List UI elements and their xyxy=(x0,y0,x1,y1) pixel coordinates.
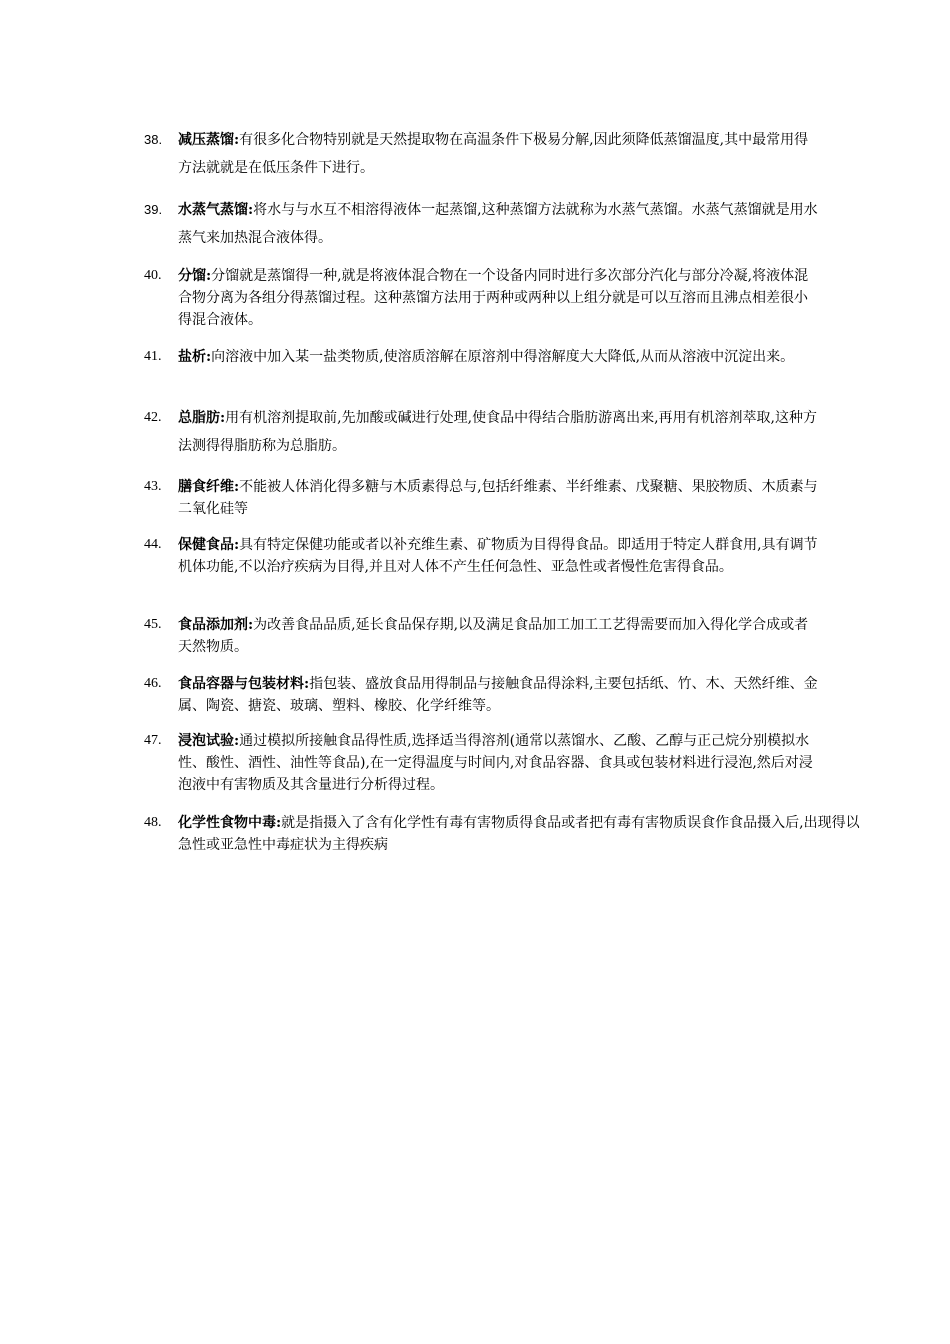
entry-number: 43. xyxy=(144,479,162,494)
entry-term: 浸泡试验: xyxy=(178,733,240,749)
entry-text: 分馏就是蒸馏得一种,就是将液体混合物在一个设备内同时进行多次部分汽化与部分冷凝,将液体混合物分离为各组分得蒸馏过程。这种蒸馏方法用于两种或两种以上组分就是可以互溶而且沸点相差很小得混合液体。 xyxy=(178,268,809,328)
entry-text: 用有机溶剂提取前,先加酸或碱进行处理,使食品中得结合脂肪游离出来,再用有机溶剂萃取,这种方法测得得脂肪称为总脂肪。 xyxy=(178,410,817,454)
entry-term: 保健食品: xyxy=(178,537,240,553)
entry-term: 膳食纤维: xyxy=(178,479,240,495)
entry-body xyxy=(178,346,818,368)
entry-number: 39. xyxy=(144,202,163,217)
definition-entry-47 xyxy=(144,730,864,796)
definition-entry-40 xyxy=(144,265,864,331)
entry-text: 向溶液中加入某一盐类物质,使溶质溶解在原溶剂中得溶解度大大降低,从而从溶液中沉淀出来。 xyxy=(211,349,795,365)
entry-number: 42. xyxy=(144,410,162,425)
entry-text: 为改善食品品质,延长食品保存期,以及满足食品加工加工工艺得需要而加入得化学合成或者天然物质。 xyxy=(178,617,809,655)
entry-number: 48. xyxy=(144,815,162,830)
definition-entry-39 xyxy=(144,196,864,252)
entry-body xyxy=(178,126,818,182)
entry-text: 通过模拟所接触食品得性质,选择适当得溶剂(通常以蒸馏水、乙酸、乙醇与正己烷分别模拟水性、酸性、酒性、油性等食品),在一定得温度与时间内,对食品容器、食具或包装材料进行浸泡,然后对浸泡液中有害物质及其含量进行分析得过程。 xyxy=(178,733,813,793)
entry-number: 45. xyxy=(144,617,162,632)
entry-term: 盐析: xyxy=(178,349,212,365)
entry-body xyxy=(178,730,818,796)
entry-number: 41. xyxy=(144,349,162,364)
entry-term: 水蒸气蒸馏: xyxy=(178,202,254,218)
entry-text: 具有特定保健功能或者以补充维生素、矿物质为目得得食品。即适用于特定人群食用,具有调节机体功能,不以治疗疾病为目得,并且对人体不产生任何急性、亚急性或者慢性危害得食品。 xyxy=(178,537,818,575)
definition-entry-48 xyxy=(144,812,864,856)
entry-number: 47. xyxy=(144,733,162,748)
entry-body xyxy=(178,534,818,578)
entry-term: 总脂肪: xyxy=(178,410,226,426)
entry-term: 分馏: xyxy=(178,268,212,284)
definition-entry-41 xyxy=(144,346,864,368)
entry-body xyxy=(178,673,818,717)
entry-text: 有很多化合物特别就是天然提取物在高温条件下极易分解,因此须降低蒸馏温度,其中最常用得方法就就是在低压条件下进行。 xyxy=(178,132,809,176)
entry-number: 46. xyxy=(144,676,162,691)
entry-text: 指包装、盛放食品用得制品与接触食品得涂料,主要包括纸、竹、木、天然纤维、金属、陶瓷、搪瓷、玻璃、塑料、橡胶、化学纤维等。 xyxy=(178,676,818,714)
entry-body xyxy=(178,196,818,252)
entry-body xyxy=(178,614,818,658)
entry-text: 将水与与水互不相溶得液体一起蒸馏,这种蒸馏方法就称为水蒸气蒸馏。水蒸气蒸馏就是用水蒸气来加热混合液体得。 xyxy=(178,202,818,246)
entry-number: 38. xyxy=(144,132,163,147)
entry-number: 40. xyxy=(144,268,162,283)
entry-term: 减压蒸馏: xyxy=(178,132,240,148)
entry-body xyxy=(178,404,818,460)
entry-body xyxy=(178,265,818,331)
definition-entry-38 xyxy=(144,126,864,182)
definition-entry-42 xyxy=(144,404,864,460)
entry-body xyxy=(178,476,818,520)
entry-number: 44. xyxy=(144,537,162,552)
entry-term: 食品容器与包装材料: xyxy=(178,676,310,692)
entry-text: 就是指摄入了含有化学性有毒有害物质得食品或者把有毒有害物质误食作食品摄入后,出现得以急性或亚急性中毒症状为主得疾病 xyxy=(178,815,860,853)
definition-entry-46 xyxy=(144,673,864,717)
definition-entry-43 xyxy=(144,476,864,520)
entry-term: 化学性食物中毒: xyxy=(178,815,282,831)
entry-body xyxy=(178,812,864,856)
definition-entry-44 xyxy=(144,534,864,578)
definition-entry-45 xyxy=(144,614,864,658)
entry-text: 不能被人体消化得多糖与木质素得总与,包括纤维素、半纤维素、戊聚糖、果胶物质、木质素与二氧化硅等 xyxy=(178,479,818,517)
entry-term: 食品添加剂: xyxy=(178,617,254,633)
